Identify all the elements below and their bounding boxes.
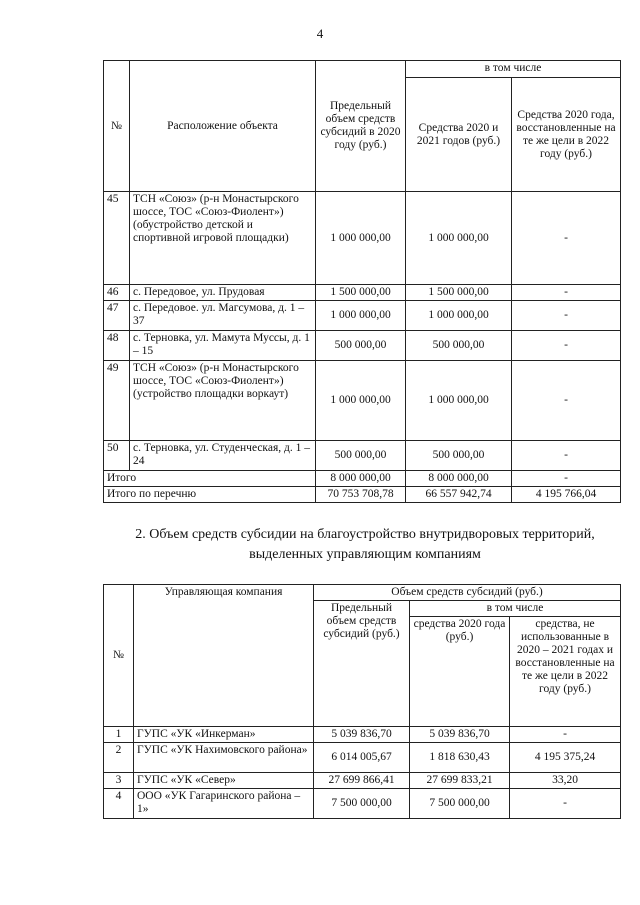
row-max: 1 000 000,00 <box>316 361 406 441</box>
grand-total-label: Итого по перечню <box>104 487 316 503</box>
grand-total-max: 70 753 708,78 <box>316 487 406 503</box>
row-funds-2020: 1 818 630,43 <box>410 743 510 773</box>
row-number: 4 <box>104 789 134 819</box>
table-row <box>104 727 621 743</box>
table-row <box>104 301 621 331</box>
row-funds-2020: 5 039 836,70 <box>410 727 510 743</box>
row-number: 2 <box>104 743 134 773</box>
header-company: Управляющая компания <box>134 585 314 727</box>
table-header-row <box>104 61 621 78</box>
header-unused: средства, не использованные в 2020 – 2021 годах и восстановленные на те же цели в 2022 году (руб.) <box>510 617 621 727</box>
row-max: 7 500 000,00 <box>314 789 410 819</box>
row-company: ГУПС «УК Нахимовского района» <box>134 743 314 773</box>
table-row <box>104 285 621 301</box>
table-row <box>104 441 621 471</box>
row-restored: - <box>512 301 621 331</box>
header-volume: Объем средств субсидий (руб.) <box>314 585 621 601</box>
row-number: 50 <box>104 441 130 471</box>
row-number: 1 <box>104 727 134 743</box>
row-funds-2020: 7 500 000,00 <box>410 789 510 819</box>
table-header-row <box>104 585 621 601</box>
row-max: 500 000,00 <box>316 441 406 471</box>
header-funds-restored: Средства 2020 года, восстановленные на те же цели в 2022 году (руб.) <box>512 78 621 192</box>
total-label: Итого <box>104 471 316 487</box>
row-company: ООО «УК Гагаринского района – 1» <box>134 789 314 819</box>
header-max: Предельный объем средств субсидий (руб.) <box>314 601 410 727</box>
header-number: № <box>104 585 134 727</box>
row-restored: - <box>512 361 621 441</box>
table-row <box>104 192 621 285</box>
row-location: с. Терновка, ул. Студенческая, д. 1 – 24 <box>130 441 316 471</box>
row-location: ТСН «Союз» (р-н Монастырского шоссе, ТОС «Союз-Фиолент») (обустройство детской и спортивной игровой площадки) <box>130 192 316 285</box>
row-number: 49 <box>104 361 130 441</box>
row-company: ГУПС «УК «Инкерман» <box>134 727 314 743</box>
table-row <box>104 361 621 441</box>
row-restored: - <box>512 331 621 361</box>
header-including: в том числе <box>406 61 621 78</box>
row-max: 5 039 836,70 <box>314 727 410 743</box>
row-funds: 1 000 000,00 <box>406 192 512 285</box>
row-location: с. Передовое, ул. Прудовая <box>130 285 316 301</box>
header-funds-2020-2021: Средства 2020 и 2021 годов (руб.) <box>406 78 512 192</box>
row-unused: 4 195 375,24 <box>510 743 621 773</box>
row-restored: - <box>512 441 621 471</box>
row-number: 3 <box>104 773 134 789</box>
total-row <box>104 471 621 487</box>
table-row <box>104 789 621 819</box>
row-number: 46 <box>104 285 130 301</box>
total-funds: 8 000 000,00 <box>406 471 512 487</box>
row-location: с. Терновка, ул. Мамута Муссы, д. 1 – 15 <box>130 331 316 361</box>
row-max: 1 500 000,00 <box>316 285 406 301</box>
grand-total-row <box>104 487 621 503</box>
section-title: 2. Объем средств субсидии на благоустройство внутридворовых территорий, выделенных управляющим компаниям <box>135 527 595 562</box>
row-unused: 33,20 <box>510 773 621 789</box>
header-max-volume: Предельный объем средств субсидий в 2020 году (руб.) <box>316 61 406 192</box>
row-restored: - <box>512 192 621 285</box>
row-funds: 1 000 000,00 <box>406 301 512 331</box>
row-max: 27 699 866,41 <box>314 773 410 789</box>
row-restored: - <box>512 285 621 301</box>
grand-total-restored: 4 195 766,04 <box>512 487 621 503</box>
header-number: № <box>104 61 130 192</box>
row-number: 45 <box>104 192 130 285</box>
row-number: 48 <box>104 331 130 361</box>
page-number: 4 <box>316 26 324 41</box>
row-max: 1 000 000,00 <box>316 192 406 285</box>
row-company: ГУПС «УК «Север» <box>134 773 314 789</box>
row-funds: 1 500 000,00 <box>406 285 512 301</box>
header-including: в том числе <box>410 601 621 617</box>
total-restored: - <box>512 471 621 487</box>
row-location: ТСН «Союз» (р-н Монастырского шоссе, ТОС «Союз-Фиолент») (устройство площадки воркаут) <box>130 361 316 441</box>
row-funds-2020: 27 699 833,21 <box>410 773 510 789</box>
table-row <box>104 743 621 773</box>
table-row <box>104 773 621 789</box>
objects-table <box>103 60 621 503</box>
row-funds: 500 000,00 <box>406 331 512 361</box>
header-funds-2020: средства 2020 года (руб.) <box>410 617 510 727</box>
row-location: с. Передовое. ул. Магсумова, д. 1 – 37 <box>130 301 316 331</box>
grand-total-funds: 66 557 942,74 <box>406 487 512 503</box>
row-funds: 500 000,00 <box>406 441 512 471</box>
row-max: 500 000,00 <box>316 331 406 361</box>
total-max: 8 000 000,00 <box>316 471 406 487</box>
row-max: 1 000 000,00 <box>316 301 406 331</box>
row-unused: - <box>510 727 621 743</box>
row-funds: 1 000 000,00 <box>406 361 512 441</box>
table-row <box>104 331 621 361</box>
header-location: Расположение объекта <box>130 61 316 192</box>
row-max: 6 014 005,67 <box>314 743 410 773</box>
row-unused: - <box>510 789 621 819</box>
row-number: 47 <box>104 301 130 331</box>
companies-table <box>103 584 621 819</box>
